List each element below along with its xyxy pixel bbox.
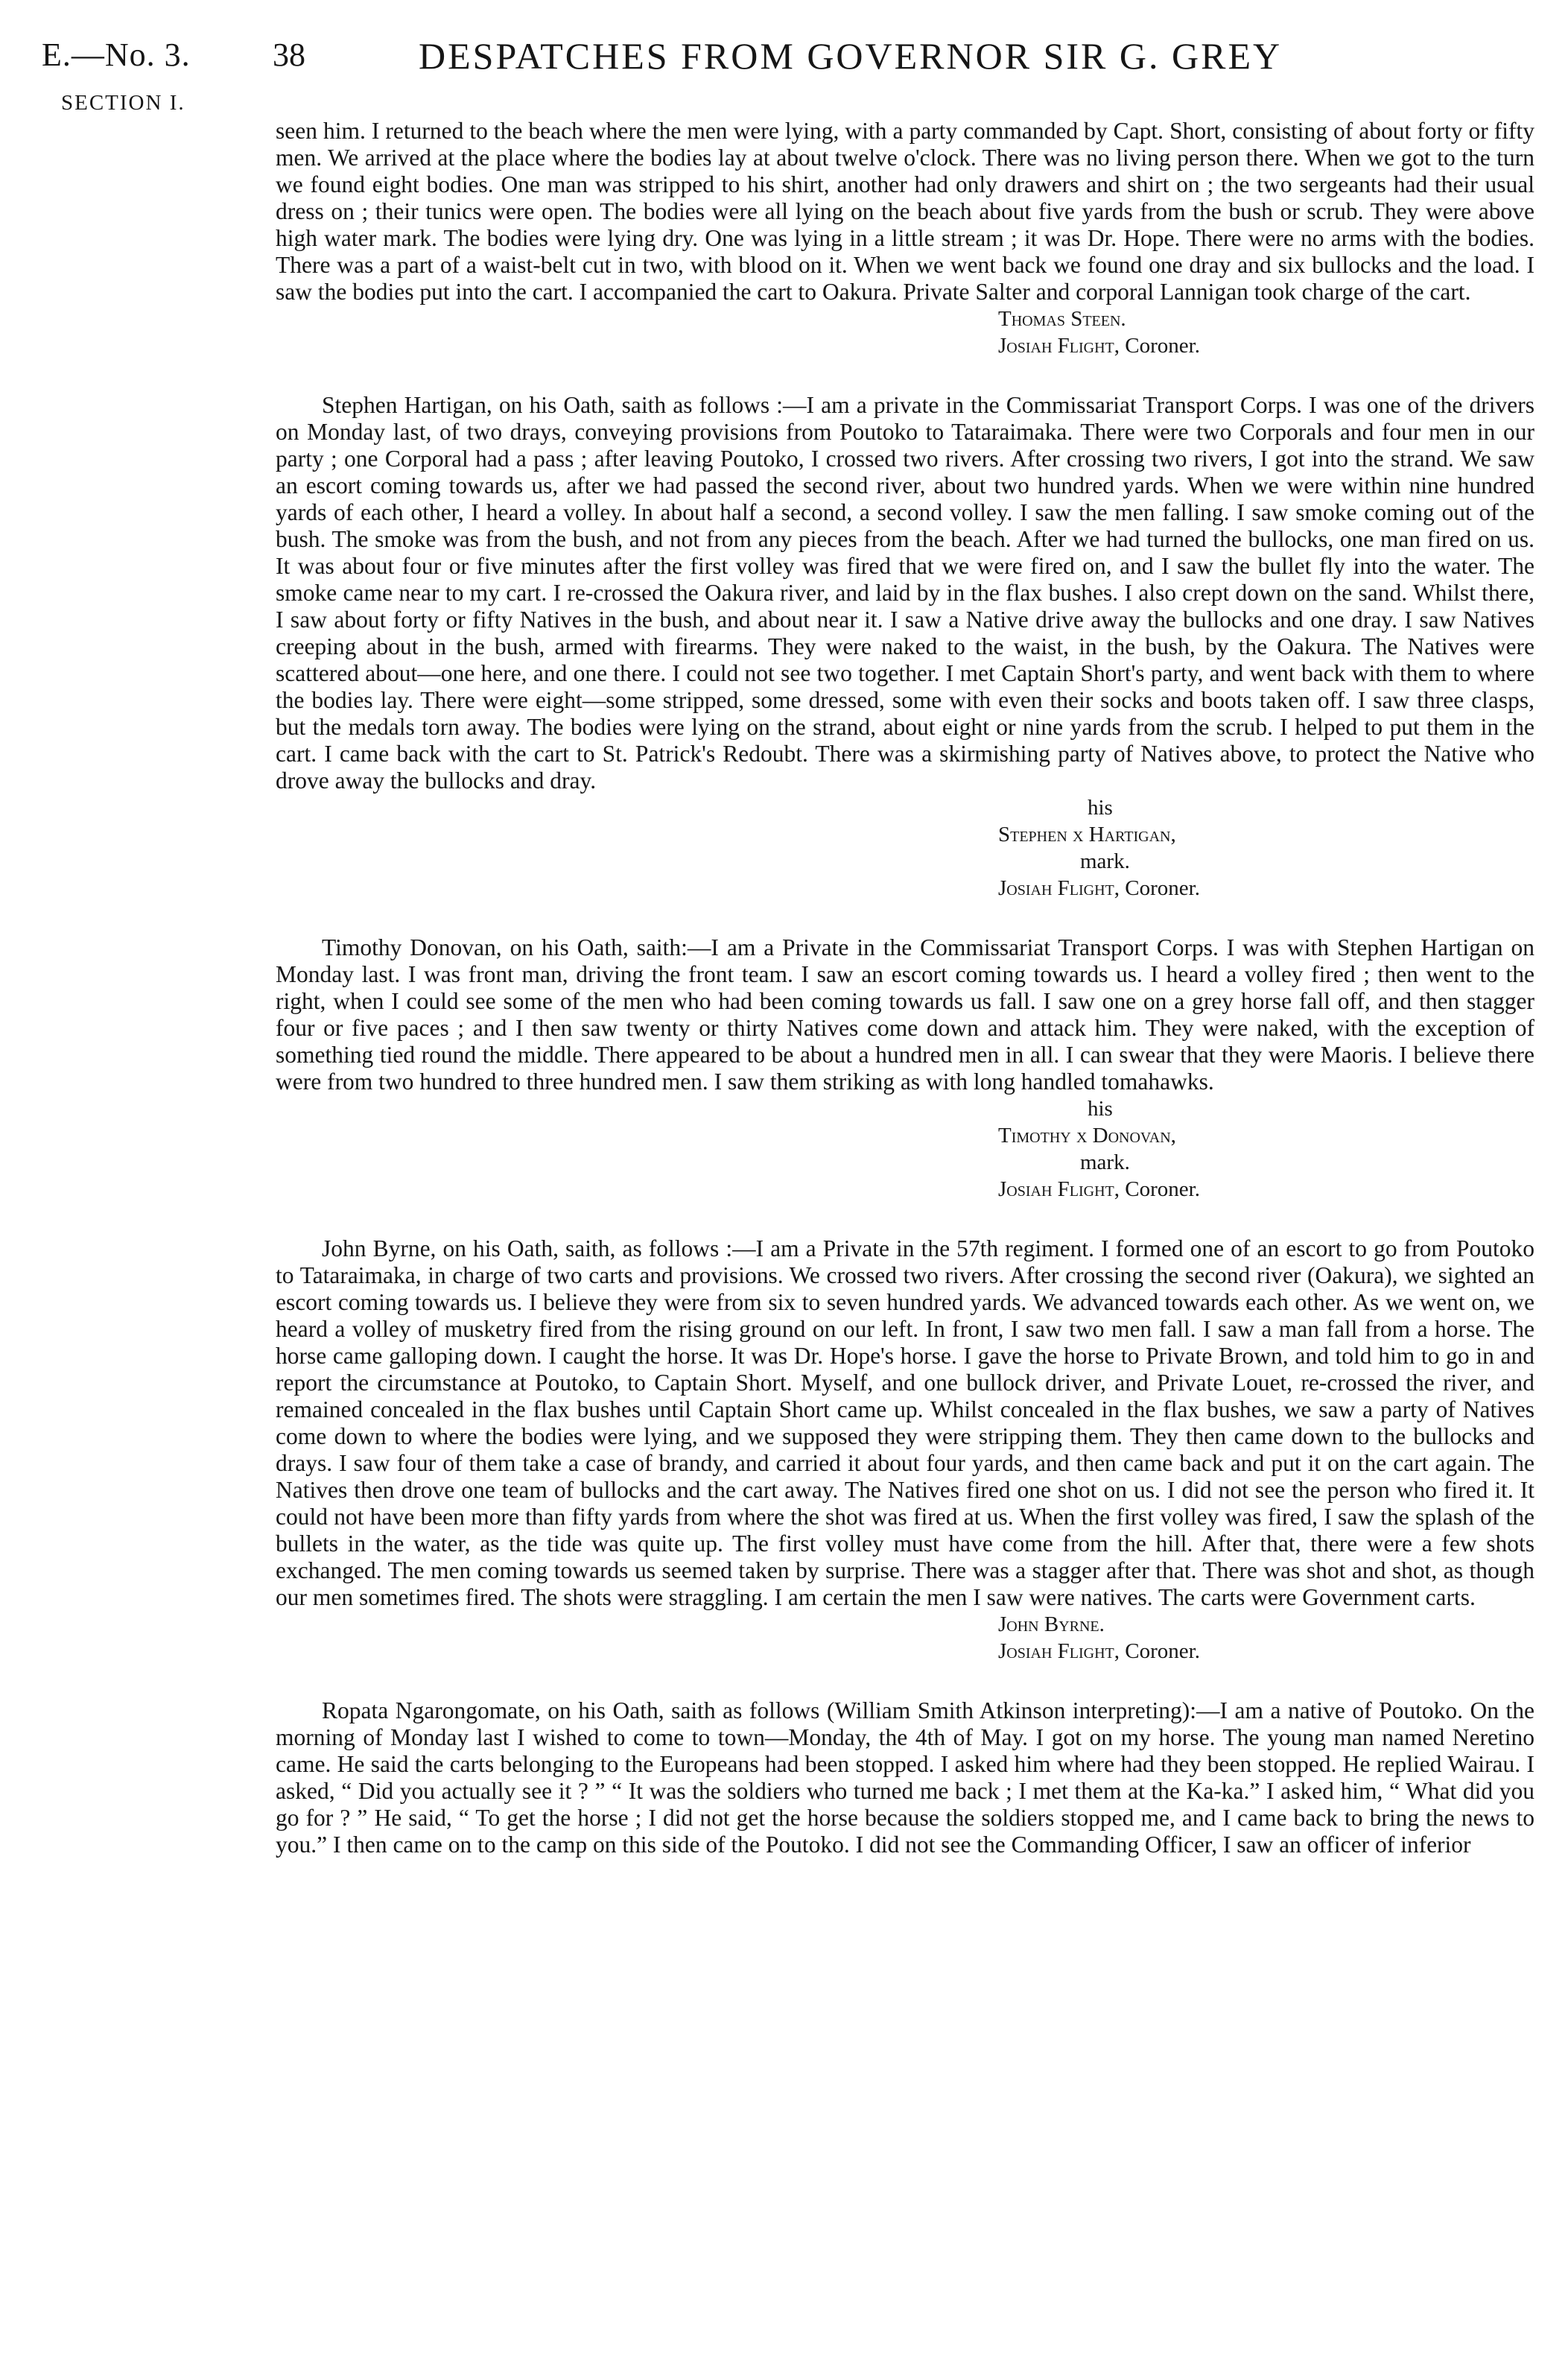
- signature-block-hartigan: [998, 794, 1534, 902]
- signature-name: John Byrne.: [998, 1612, 1105, 1636]
- section-label: SECTION I.: [61, 91, 185, 115]
- signature-name: Thomas Steen.: [998, 307, 1126, 331]
- signature-his: his: [1088, 1097, 1113, 1121]
- paragraph-steen-testimony: seen him. I returned to the beach where the men were lying, with a party commanded by Capt. Short, consisting of about forty or fifty men. We arrived at the place where the bodies lay at about twelve o'clock. There was no living person there. When we got to the turn we found eight bodies. One man was stripped to his shirt, another had only drawers and shirt on ; the two sergeants had their usual dress on ; their tunics were open. The bodies were all lying on the beach about five yards from the bush or scrub. They were above high water mark. The bodies were lying dry. One was lying in a little stream ; it was Dr. Hope. There were no arms with the bodies. There was a part of a waist-belt cut in two, with blood on it. When we went back we found one dray and six bullocks and the load. I saw the bodies put into the cart. I accompanied the cart to Oakura. Private Salter and corporal Lannigan took charge of the cart.: [276, 118, 1534, 305]
- signature-witness: Josiah Flight, Coroner.: [998, 876, 1200, 900]
- signature-block-donovan: [998, 1095, 1534, 1203]
- paragraph-hartigan-testimony: Stephen Hartigan, on his Oath, saith as follows :—I am a private in the Commissariat Transport Corps. I was one of the drivers on Monday last, of two drays, conveying provisions from Poutoko to Tataraimaka. There were two Corporals and four men in our party ; one Corporal had a pass ; after leaving Poutoko, I crossed two rivers. After crossing two rivers, I got into the strand. We saw an escort coming towards us, after we had passed the second river, about two hundred yards. When we were within nine hundred yards of each other, I heard a volley. In about half a second, a second volley. I saw the men falling. I saw smoke coming out of the bush. The smoke was from the bush, and not from any pieces from the beach. After we had turned the bullocks, one man fired on us. It was about four or five minutes after the first volley was fired that we were fired on, and I saw the bullet fly into the water. The smoke came near to my cart. I re-crossed the Oakura river, and laid by in the flax bushes. I also crept down on the sand. Whilst there, I saw about forty or fifty Natives in the bush, and about near it. I saw a Native drive away the bullocks and one dray. I saw Natives creeping about in the bush, armed with firearms. They were naked to the waist, in the bush, by the Oakura. The Natives were scattered about—one here, and one there. I could not see two together. I met Captain Short's party, and went back with them to where the bodies lay. There were eight—some stripped, some dressed, some with even their socks and boots taken off. I saw three clasps, but the medals torn away. The bodies were lying on the strand, about eight or nine yards from the scrub. I helped to put them in the cart. I came back with the cart to St. Patrick's Redoubt. There was a skirmishing party of Natives above, to protect the Native who drove away the bullocks and dray.: [276, 392, 1534, 794]
- signature-block-byrne: [998, 1611, 1534, 1665]
- signature-witness: Josiah Flight, Coroner.: [998, 1177, 1200, 1201]
- signature-witness: Josiah Flight, Coroner.: [998, 1639, 1200, 1663]
- signature-his: his: [1088, 796, 1113, 820]
- signature-name: Stephen x Hartigan,: [998, 823, 1176, 846]
- signature-name: Timothy x Donovan,: [998, 1124, 1176, 1147]
- document-body: [276, 118, 1534, 1858]
- page-number: 38: [273, 37, 305, 73]
- page-title: DESPATCHES FROM GOVERNOR SIR G. GREY: [419, 35, 1283, 77]
- signature-block-steen: [998, 306, 1534, 359]
- signature-mark: mark.: [1080, 1150, 1130, 1174]
- signature-mark: mark.: [1080, 849, 1130, 873]
- paragraph-byrne-testimony: John Byrne, on his Oath, saith, as follows :—I am a Private in the 57th regiment. I formed one of an escort to go from Poutoko to Tataraimaka, in charge of two carts and provisions. We crossed two rivers. After crossing the second river (Oakura), we sighted an escort coming towards us. I believe they were from six to seven hundred yards. We advanced towards each other. As we went on, we heard a volley of musketry fired from the rising ground on our left. In front, I saw two men fall. I saw a man fall from a horse. The horse came galloping down. I caught the horse. It was Dr. Hope's horse. I gave the horse to Private Brown, and told him to go in and report the circumstance at Poutoko, to Captain Short. Myself, and one bullock driver, and Private Louet, re-crossed the river, and remained concealed in the flax bushes until Captain Short came up. Whilst concealed in the flax bushes, we saw a party of Natives come down to where the bodies were lying, and we supposed they were stripping them. They then came down to the bullocks and drays. I saw four of them take a case of brandy, and carried it about four yards, and then came back and put it on the cart again. The Natives then drove one team of bullocks and the cart away. The Natives fired one shot on us. I did not see the person who fired it. It could not have been more than fifty yards from where the shot was fired at us. When the first volley was fired, I saw the splash of the bullets in the water, as the tide was quite up. The first volley must have come from the hill. After that, there were a few shots exchanged. The men coming towards us seemed taken by surprise. There was a stagger after that. There was shot and shot, as though our men sometimes fired. The shots were straggling. I am certain the men I saw were natives. The carts were Government carts.: [276, 1235, 1534, 1610]
- paragraph-ngarongomate-testimony: Ropata Ngarongomate, on his Oath, saith as follows (William Smith Atkinson interpreting):—I am a native of Poutoko. On the morning of Monday last I wished to come to town—Monday, the 4th of May. I got on my horse. The young man named Neretino came. He said the carts belonging to the Europeans had been stopped. I asked him where had they been stopped. He replied Wairau. I asked, “ Did you actually see it ? ” “ It was the soldiers who turned me back ; I met them at the Ka-ka.” I asked him, “ What did you go for ? ” He said, “ To get the horse ; I did not get the horse because the soldiers stopped me, and I came back to bring the news to you.” I then came on to the camp on this side of the Poutoko. I did not see the Commanding Officer, I saw an officer of inferior: [276, 1697, 1534, 1858]
- signature-witness: Josiah Flight, Coroner.: [998, 334, 1200, 358]
- doc-ref: E.—No. 3.: [42, 37, 191, 73]
- paragraph-donovan-testimony: Timothy Donovan, on his Oath, saith:—I am a Private in the Commissariat Transport Corps. I was with Stephen Hartigan on Monday last. I was front man, driving the front team. I saw an escort coming towards us. I heard a volley fired ; then went to the right, when I could see some of the men who had been coming towards us fall. I saw one on a grey horse fall off, and then stagger four or five paces ; and I then saw twenty or thirty Natives come down and attack him. They were naked, with the exception of something tied round the middle. There appeared to be about a hundred men in all. I can swear that they were Maoris. I believe there were from two hundred to three hundred men. I saw them striking as with long handled tomahawks.: [276, 934, 1534, 1095]
